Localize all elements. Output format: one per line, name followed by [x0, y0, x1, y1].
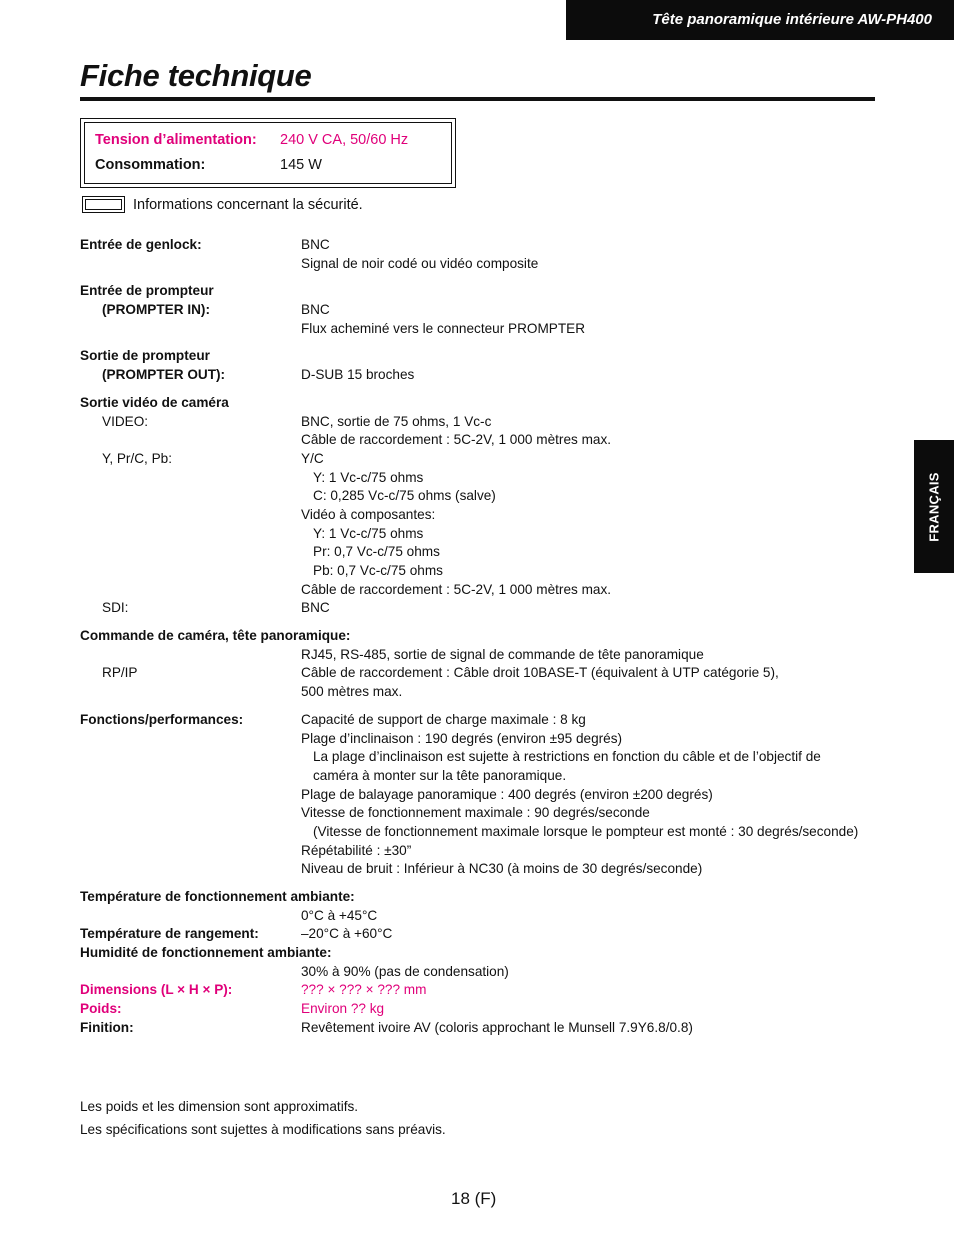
spec-value: Câble de raccordement : 5C-2V, 1 000 mètres max.: [301, 432, 612, 448]
spec-value: BNC, sortie de 75 ohms, 1 Vc-c: [301, 413, 492, 429]
spec-value: caméra à monter sur la tête panoramique.: [313, 767, 567, 783]
spec-value: 500 mètres max.: [301, 684, 403, 700]
footnote: Les poids et les dimension sont approximatifs.: [80, 1099, 359, 1114]
spec-value: Flux acheminé vers le connecteur PROMPTER: [301, 320, 586, 336]
page-title: Fiche technique: [80, 58, 312, 93]
spec-value: Y: 1 Vc-c/75 ohms: [313, 525, 424, 541]
spec-value: –20°C à +60°C: [301, 926, 393, 942]
spec-value: Signal de noir codé ou vidéo composite: [301, 255, 539, 271]
spec-camera-control: [80, 627, 880, 646]
spec-list: [80, 236, 880, 1038]
spec-label: Entrée de genlock:: [80, 237, 202, 252]
spec-label: Température de fonctionnement ambiante:: [80, 889, 355, 904]
spec-value: ??? × ??? × ??? mm: [301, 982, 427, 998]
spec-sdi-line: [80, 599, 880, 618]
spec-storage-temp: [80, 925, 880, 944]
safety-note: Informations concernant la sécurité.: [133, 197, 363, 213]
spec-camera-control-line: [80, 664, 880, 683]
spec-genlock-line: [80, 255, 880, 274]
spec-sublabel: (PROMPTER IN):: [102, 302, 210, 318]
spec-camera-video-out: [80, 394, 880, 413]
spec-ypc-line: [80, 450, 880, 469]
spec-sublabel: SDI:: [102, 600, 129, 616]
spec-label: Fonctions/performances:: [80, 711, 244, 727]
spec-functions-line: [80, 786, 880, 805]
spec-value: (Vitesse de fonctionnement maximale lorsque le pompteur est monté : 30 degrés/seconde): [313, 823, 859, 839]
footnote: Les spécifications sont sujettes à modifications sans préavis.: [80, 1122, 446, 1137]
page-number: 18 (F): [451, 1189, 497, 1208]
spec-value: Pr: 0,7 Vc-c/75 ohms: [313, 544, 440, 560]
spec-prompter-in-line: [80, 320, 880, 339]
spec-prompter-in-line: [80, 301, 880, 320]
spec-label: Sortie vidéo de caméra: [80, 394, 229, 410]
spec-ypc-line: [80, 562, 880, 581]
spec-video-line: [80, 413, 880, 432]
spec-functions-line: [80, 804, 880, 823]
spec-value: Pb: 0,7 Vc-c/75 ohms: [313, 563, 443, 578]
spec-functions-line: [80, 842, 880, 861]
spec-value: Vitesse de fonctionnement maximale : 90 degrés/seconde: [301, 805, 650, 821]
spec-camera-control-line: [80, 683, 880, 702]
spec-ypc-line: [80, 525, 880, 544]
spec-value: Niveau de bruit : Inférieur à NC30 (à moins de 30 degrés/seconde): [301, 861, 703, 877]
spec-value: BNC: [301, 600, 330, 616]
spec-weight: [80, 1000, 880, 1019]
spec-value: Y: 1 Vc-c/75 ohms: [313, 469, 424, 485]
spec-value: D-SUB 15 broches: [301, 367, 415, 383]
header-bar: [566, 0, 954, 40]
spec-prompter-in: [80, 282, 880, 301]
spec-value: BNC: [301, 302, 330, 318]
spec-ypc-line: [80, 581, 880, 600]
spec-finish: [80, 1019, 880, 1038]
spec-value: Revêtement ivoire AV (coloris approchant le Munsell 7.9Y6.8/0.8): [301, 1019, 693, 1035]
language-tab-label: FRANÇAIS: [926, 471, 942, 542]
spec-sublabel: Y, Pr/C, Pb:: [102, 450, 173, 466]
spec-functions-line: [80, 860, 880, 879]
language-tab: [914, 440, 954, 573]
spec-ypc-line: [80, 487, 880, 506]
spec-label: Sortie de prompteur: [80, 348, 210, 364]
spec-dimensions: [80, 981, 880, 1000]
spec-value: Environ ?? kg: [301, 1001, 385, 1017]
spec-prompter-out: [80, 347, 880, 366]
spec-camera-control-line: [80, 646, 880, 665]
spec-functions-line: [80, 748, 880, 767]
spec-label: Commande de caméra, tête panoramique:: [80, 628, 351, 644]
spec-prompter-out-line: [80, 366, 880, 385]
spec-value: Câble de raccordement : 5C-2V, 1 000 mètres max.: [301, 581, 612, 597]
power-supply-label: Tension d’alimentation:: [95, 132, 257, 148]
spec-functions-line: [80, 730, 880, 749]
spec-value: 30% à 90% (pas de condensation): [301, 963, 509, 979]
spec-value: Y/C: [301, 450, 324, 466]
power-box: [80, 118, 456, 188]
spec-functions-line: [80, 767, 880, 786]
spec-functions: [80, 711, 880, 730]
spec-operating-humidity-line: [80, 963, 880, 982]
spec-value: La plage d’inclinaison est sujette à restrictions en fonction du câble et de l’objectif de: [313, 749, 821, 765]
power-box-inner-border: [84, 122, 452, 184]
power-consumption-value: 145 W: [280, 157, 322, 173]
spec-value: Répétabilité : ±30”: [301, 842, 412, 858]
spec-ypc-line: [80, 469, 880, 488]
spec-video-line: [80, 431, 880, 450]
spec-label: Dimensions (L × H × P):: [80, 982, 233, 998]
spec-label: Finition:: [80, 1019, 134, 1035]
spec-functions-line: [80, 823, 880, 842]
spec-ypc-line: [80, 543, 880, 562]
spec-label: Humidité de fonctionnement ambiante:: [80, 945, 332, 961]
spec-value: Capacité de support de charge maximale : 8 kg: [301, 711, 586, 727]
spec-sublabel: VIDEO:: [102, 413, 149, 429]
title-rule: [80, 97, 875, 101]
spec-value: RJ45, RS-485, sortie de signal de commande de tête panoramique: [301, 646, 704, 662]
spec-genlock: [80, 236, 880, 255]
spec-value: BNC: [301, 237, 330, 252]
product-title: Tête panoramique intérieure AW-PH400: [652, 11, 932, 28]
spec-value: C: 0,285 Vc-c/75 ohms (salve): [313, 488, 496, 504]
power-supply-value: 240 V CA, 50/60 Hz: [280, 132, 409, 148]
spec-value: Plage de balayage panoramique : 400 degrés (environ ±200 degrés): [301, 786, 713, 802]
spec-sublabel: RP/IP: [102, 665, 138, 681]
power-consumption-label: Consommation:: [95, 157, 206, 173]
spec-label: Température de rangement:: [80, 926, 259, 942]
footnotes: [80, 1095, 446, 1141]
spec-operating-temp: [80, 888, 880, 907]
spec-value: Vidéo à composantes:: [301, 506, 436, 522]
spec-label: Poids:: [80, 1001, 122, 1017]
spec-value: Plage d’inclinaison : 190 degrés (environ ±95 degrés): [301, 730, 623, 746]
spec-ypc-line: [80, 506, 880, 525]
spec-operating-humidity: [80, 944, 880, 963]
spec-operating-temp-line: [80, 907, 880, 926]
spec-value: Câble de raccordement : Câble droit 10BASE-T (équivalent à UTP catégorie 5),: [301, 665, 779, 681]
spec-label: Entrée de prompteur: [80, 283, 214, 299]
safety-symbol-icon: [82, 196, 125, 213]
spec-value: 0°C à +45°C: [301, 907, 378, 923]
spec-sublabel: (PROMPTER OUT):: [102, 367, 226, 383]
